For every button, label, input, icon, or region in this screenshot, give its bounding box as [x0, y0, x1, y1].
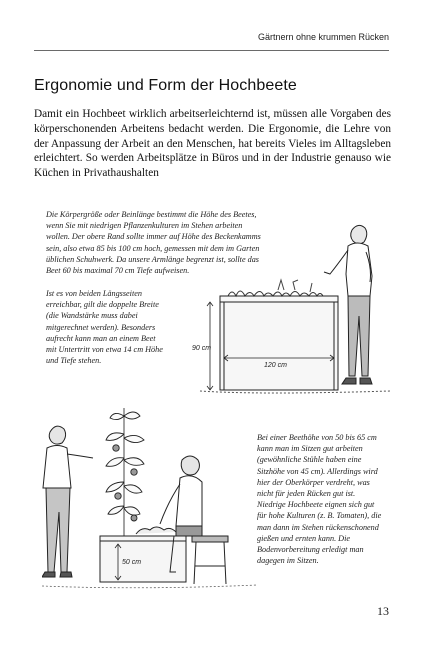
sitting-raised-bed-illustration [42, 398, 260, 594]
caption-standing-part1: Die Körpergröße oder Beinlänge bestimmt die Höhe des Beetes, wenn Sie mit niedrigen Pflanzenkulturen im Stehen arbeiten wollen. Der obere Rand sollte immer auf Höhe des Beckenkamms sein, also etwa 85 bis 100 cm hoch, gemessen mit dem im Garten üblichen Schuhwerk. Da unsere Armlänge begrenzt ist, sollte das Beet 60 bis maximal 70 cm Tiefe aufweisen. [46, 210, 261, 276]
page-number: 13 [377, 604, 389, 618]
height-label-low: 50 cm [122, 559, 142, 566]
raised-bed-low [100, 527, 186, 582]
standing-gardener [42, 426, 93, 577]
header-rule [34, 50, 389, 51]
tomato-plant [106, 408, 144, 536]
caption-standing-part2: Ist es von beiden Längsseiten erreichbar, gilt die doppelte Breite (die Wandstärke muss dabei mitgerechnet werden). Besonders aufrecht kann man an einem Beet mit Untertritt von etwa 14 cm Höhe und Tiefe stehen. [46, 289, 163, 366]
height-label-tall: 90 cm [192, 345, 212, 352]
running-header: Gärtnern ohne krummen Rücken [257, 32, 389, 42]
body-paragraph: Damit ein Hochbeet wirklich arbeitserleichternd ist, müssen alle Vorgaben des körperschonenden Arbeitens bedacht werden. Die Ergonomie, die Lehre von der Anpassung der Arbeit an den Menschen, hat bereits Vieles im Alltagsleben erleichtert. So werden Arbeitsplätze in Büros und in der Industrie genauso wie Küchen in Privathaushalten [34, 108, 391, 180]
section-title: Ergonomie und Form der Hochbeete [34, 77, 297, 94]
width-label-tall: 120 cm [264, 362, 287, 369]
caption-sitting: Bei einer Beethöhe von 50 bis 65 cm kann man im Sitzen gut arbeiten (gewöhnliche Stühle haben eine Sitzhöhe von 45 cm). Allerdings wird hier der Oberkörper verdreht, was nicht für jeden Rücken gut ist. Niedrige Hochbeete eignen sich gut für hohe Kulturen (z. B. Tomaten), die man dann im Stehen rückenschonend gießen und ernten kann. Die Bodenvorbereitung erledigt man dagegen im Sitzen. [257, 433, 382, 566]
stool [192, 536, 228, 584]
standing-raised-bed-illustration [180, 210, 395, 400]
